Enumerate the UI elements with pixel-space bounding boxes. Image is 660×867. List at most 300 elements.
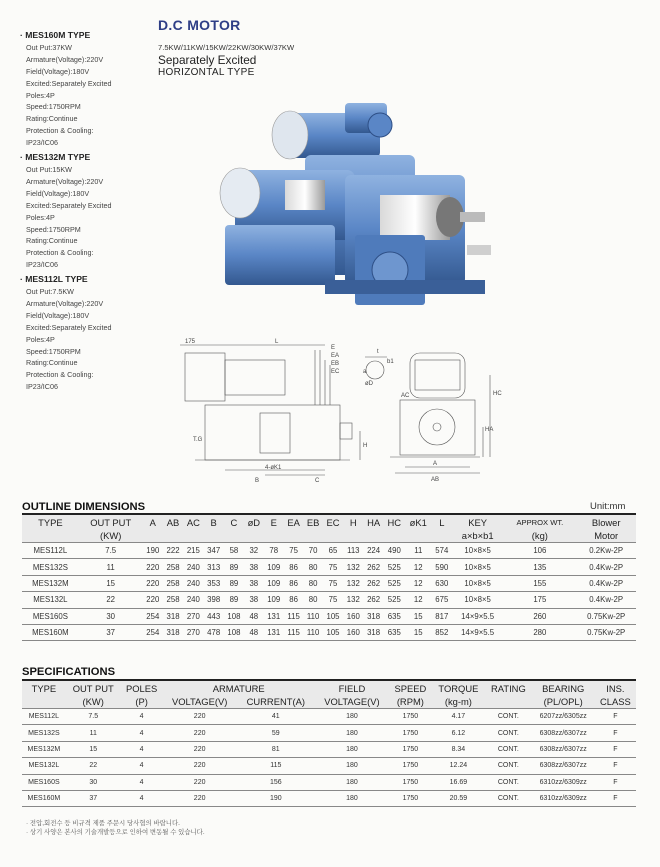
table-cell: 0.4Kw-2P xyxy=(576,575,636,591)
col-header: INS. xyxy=(595,681,636,695)
table-cell: 262 xyxy=(363,559,383,575)
drawing-label-175: 175 xyxy=(185,339,196,345)
table-cell: 220 xyxy=(163,774,237,790)
spec-line: Protection & Cooling: xyxy=(26,370,94,380)
table-cell: 262 xyxy=(363,575,383,591)
table-cell: 59 xyxy=(237,725,315,741)
drawing-label-t: t xyxy=(377,349,379,355)
table-cell: MES132M xyxy=(22,741,66,757)
drawing-label-a: a xyxy=(363,369,367,375)
table-cell: 48 xyxy=(244,608,263,624)
drawing-label-ea: EA xyxy=(331,353,340,359)
footnotes xyxy=(26,819,205,837)
table-cell: 11 xyxy=(405,543,432,559)
table-cell: 115 xyxy=(284,624,304,640)
col-header: TYPE xyxy=(22,515,79,529)
table-cell: 318 xyxy=(363,608,383,624)
table-cell: 80 xyxy=(303,592,323,608)
table-cell: 240 xyxy=(183,575,203,591)
table-cell: CONT. xyxy=(485,758,532,774)
spec-line: Speed:1750RPM xyxy=(26,346,81,356)
table-cell: 318 xyxy=(163,608,183,624)
table-row xyxy=(22,592,636,608)
outline-dimensions-table xyxy=(22,515,636,641)
table-cell: 15 xyxy=(66,741,121,757)
table-cell: 80 xyxy=(303,575,323,591)
table-cell: 262 xyxy=(363,592,383,608)
table-cell: 4 xyxy=(121,758,163,774)
col-subheader: VOLTAGE(V) xyxy=(315,695,389,709)
table-cell: 180 xyxy=(315,741,389,757)
table-cell: 4 xyxy=(121,741,163,757)
table-cell: 525 xyxy=(384,559,405,575)
col-header: TYPE xyxy=(22,681,66,695)
table-cell: 190 xyxy=(143,543,163,559)
table-cell: 1750 xyxy=(389,709,432,725)
table-cell: 1750 xyxy=(389,790,432,806)
col-header: øK1 xyxy=(405,515,432,529)
table-cell: 270 xyxy=(183,624,203,640)
table-cell: 220 xyxy=(163,741,237,757)
model-spec-mes132m xyxy=(26,152,156,271)
table-cell: 4 xyxy=(121,774,163,790)
spec-line: Excited:Separately Excited xyxy=(26,78,112,88)
table-cell: 12 xyxy=(405,559,432,575)
table-cell: 32 xyxy=(244,543,263,559)
table-cell: 675 xyxy=(432,592,452,608)
table-cell: 590 xyxy=(432,559,452,575)
model-title: · MES160M TYPE xyxy=(20,30,156,42)
table-cell: MES132S xyxy=(22,559,79,575)
motor-photo xyxy=(205,95,505,315)
drawing-label-a-end: A xyxy=(433,461,438,467)
table-header-row xyxy=(22,529,636,543)
table-cell: 109 xyxy=(264,592,284,608)
table-cell: 180 xyxy=(315,790,389,806)
table-cell: 215 xyxy=(183,543,203,559)
table-cell: 6308zz/6307zz xyxy=(532,725,595,741)
table-cell: 4 xyxy=(121,725,163,741)
table-cell: 75 xyxy=(323,592,343,608)
table-cell: 135 xyxy=(503,559,576,575)
table-cell: 160 xyxy=(343,608,363,624)
subtitle-excitation: Separately Excited xyxy=(158,53,257,67)
table-cell: 48 xyxy=(244,624,263,640)
table-row xyxy=(22,758,636,774)
table-cell: 10×8×5 xyxy=(452,559,503,575)
table-row xyxy=(22,559,636,575)
table-cell: 86 xyxy=(284,575,304,591)
table-cell: 105 xyxy=(323,624,343,640)
table-cell: 220 xyxy=(163,790,237,806)
table-cell: 220 xyxy=(163,709,237,725)
table-cell: 6.12 xyxy=(432,725,485,741)
table-cell: 132 xyxy=(343,592,363,608)
col-header: C xyxy=(224,515,244,529)
table-cell: 113 xyxy=(343,543,363,559)
col-subheader: (RPM) xyxy=(389,695,432,709)
table-cell: 38 xyxy=(244,559,263,575)
col-subheader: CLASS xyxy=(595,695,636,709)
col-header: TORQUE xyxy=(432,681,485,695)
table-cell: 6207zz/6305zz xyxy=(532,709,595,725)
table-cell: 10×8×5 xyxy=(452,543,503,559)
table-cell: 6308zz/6307zz xyxy=(532,758,595,774)
table-cell: 12.24 xyxy=(432,758,485,774)
table-cell: F xyxy=(595,774,636,790)
table-cell: 175 xyxy=(503,592,576,608)
drawing-label-ac: AC xyxy=(401,393,410,399)
table-cell: MES160S xyxy=(22,608,79,624)
footnote: · 상기 사양은 본사의 기술개발등으로 인하여 변동될 수 있습니다. xyxy=(26,829,205,836)
drawing-label-h: H xyxy=(363,443,368,449)
table-cell: MES160M xyxy=(22,624,79,640)
table-header-row xyxy=(22,515,636,529)
drawing-label-ab: AB xyxy=(431,477,440,483)
table-cell: 180 xyxy=(315,709,389,725)
spec-line: Rating:Continue xyxy=(26,358,78,368)
table-cell: 12 xyxy=(405,592,432,608)
col-header: H xyxy=(343,515,363,529)
spec-line: Rating:Continue xyxy=(26,236,78,246)
table-cell: 240 xyxy=(183,559,203,575)
model-title: · MES132M TYPE xyxy=(20,152,156,164)
table-cell: 22 xyxy=(79,592,143,608)
spec-line: Protection & Cooling: xyxy=(26,248,94,258)
table-cell: 398 xyxy=(204,592,224,608)
col-subheader: (PL/OPL) xyxy=(532,695,595,709)
col-subheader: a×b×b1 xyxy=(452,529,503,543)
table-cell: 14×9×5.5 xyxy=(452,608,503,624)
table-cell: 58 xyxy=(224,543,244,559)
col-header: HC xyxy=(384,515,405,529)
table-cell: 75 xyxy=(323,575,343,591)
table-header-row xyxy=(22,681,636,695)
col-subheader: CURRENT(A) xyxy=(237,695,315,709)
drawing-label-d: øD xyxy=(365,381,373,387)
table-cell: 132 xyxy=(343,575,363,591)
table-row xyxy=(22,624,636,640)
table-cell: 108 xyxy=(224,608,244,624)
table-cell: 313 xyxy=(204,559,224,575)
table-cell: 1750 xyxy=(389,741,432,757)
table-cell: 525 xyxy=(384,575,405,591)
table-cell: 115 xyxy=(237,758,315,774)
table-cell: 15 xyxy=(405,624,432,640)
model-spec-mes160m xyxy=(26,30,156,149)
table-cell: 0.75Kw-2P xyxy=(576,608,636,624)
table-cell: 0.2Kw-2P xyxy=(576,543,636,559)
spec-line: Out Put:7.5KW xyxy=(26,287,74,297)
table-cell: 220 xyxy=(163,758,237,774)
table-cell: F xyxy=(595,741,636,757)
table-cell: 270 xyxy=(183,608,203,624)
col-header: APPROX WT. xyxy=(503,515,576,529)
drawing-label-l: L xyxy=(275,339,279,345)
table-cell: 353 xyxy=(204,575,224,591)
table-cell: MES132M xyxy=(22,575,79,591)
table-row xyxy=(22,575,636,591)
table-cell: 11 xyxy=(66,725,121,741)
table-cell: MES160S xyxy=(22,774,66,790)
drawing-label-hc: HC xyxy=(493,391,502,397)
table-cell: 12 xyxy=(405,575,432,591)
table-cell: 109 xyxy=(264,559,284,575)
table-cell: MES112L xyxy=(22,709,66,725)
table-cell: 65 xyxy=(323,543,343,559)
table-cell: 105 xyxy=(323,608,343,624)
col-header: SPEED xyxy=(389,681,432,695)
col-header: B xyxy=(204,515,224,529)
col-header: øD xyxy=(244,515,263,529)
table-row xyxy=(22,608,636,624)
table-cell: 30 xyxy=(79,608,143,624)
spec-line: Field(Voltage):180V xyxy=(26,66,90,76)
spec-line: Armature(Voltage):220V xyxy=(26,176,104,186)
col-header: A xyxy=(143,515,163,529)
table-cell: 258 xyxy=(163,575,183,591)
table-cell: 38 xyxy=(244,575,263,591)
table-cell: 14×9×5.5 xyxy=(452,624,503,640)
subtitle-orientation: HORIZONTAL TYPE xyxy=(158,67,255,78)
table-cell: 180 xyxy=(315,725,389,741)
spec-line: Out Put:15KW xyxy=(26,164,72,174)
col-header: HA xyxy=(363,515,383,529)
table-cell: 220 xyxy=(143,559,163,575)
spec-line: IP23/IC06 xyxy=(26,138,58,148)
col-header: OUT PUT xyxy=(79,515,143,529)
col-header: RATING xyxy=(485,681,532,695)
col-subheader: (P) xyxy=(121,695,163,709)
table-cell: 258 xyxy=(163,559,183,575)
table-cell: 0.75Kw-2P xyxy=(576,624,636,640)
table-cell: 132 xyxy=(343,559,363,575)
table-cell: CONT. xyxy=(485,725,532,741)
table-cell: 635 xyxy=(384,608,405,624)
table-cell: 254 xyxy=(143,608,163,624)
table-cell: 110 xyxy=(303,624,323,640)
table-cell: 478 xyxy=(204,624,224,640)
spec-line: Protection & Cooling: xyxy=(26,126,94,136)
drawing-label-ha: HA xyxy=(485,427,494,433)
table-cell: 6310zz/6309zz xyxy=(532,790,595,806)
table-cell: F xyxy=(595,709,636,725)
spec-line: Out Put:37KW xyxy=(26,42,72,52)
col-header: L xyxy=(432,515,452,529)
table-cell: MES132S xyxy=(22,725,66,741)
table-cell: F xyxy=(595,790,636,806)
spec-line: Poles:4P xyxy=(26,90,55,100)
table-cell: F xyxy=(595,758,636,774)
table-cell: 16.69 xyxy=(432,774,485,790)
spec-line: Armature(Voltage):220V xyxy=(26,54,104,64)
col-header: EC xyxy=(323,515,343,529)
drawing-label-k1: 4-øK1 xyxy=(265,465,282,471)
table-cell: 115 xyxy=(284,608,304,624)
spec-line: Field(Voltage):180V xyxy=(26,310,90,320)
table-cell: 38 xyxy=(244,592,263,608)
drawing-label-ec: EC xyxy=(331,369,340,375)
table-cell: 109 xyxy=(264,575,284,591)
table-cell: 258 xyxy=(163,592,183,608)
drawing-label-tg: T.G xyxy=(193,437,203,443)
table-cell: 30 xyxy=(66,774,121,790)
table-row xyxy=(22,725,636,741)
table-cell: MES132L xyxy=(22,758,66,774)
col-header: EB xyxy=(303,515,323,529)
table-cell: 0.4Kw-2P xyxy=(576,592,636,608)
table-cell: 86 xyxy=(284,559,304,575)
table-cell: 1750 xyxy=(389,774,432,790)
table-cell: 4.17 xyxy=(432,709,485,725)
power-range: 7.5KW/11KW/15KW/22KW/30KW/37KW xyxy=(158,43,295,52)
spec-line: Excited:Separately Excited xyxy=(26,322,112,332)
table-cell: 630 xyxy=(432,575,452,591)
table-cell: 220 xyxy=(143,575,163,591)
spec-line: Rating:Continue xyxy=(26,114,78,124)
table-cell: 6308zz/6307zz xyxy=(532,741,595,757)
table-cell: 4 xyxy=(121,790,163,806)
drawing-label-eb: EB xyxy=(331,361,340,367)
table-cell: 318 xyxy=(363,624,383,640)
col-header: E xyxy=(264,515,284,529)
table-cell: 318 xyxy=(163,624,183,640)
table-cell: 156 xyxy=(237,774,315,790)
table-header-row xyxy=(22,695,636,709)
table-cell: 20.59 xyxy=(432,790,485,806)
table-cell: 222 xyxy=(163,543,183,559)
footnote: · 전압,회전수 등 비규격 제품 주문시 당사협의 바랍니다. xyxy=(26,820,180,827)
table-cell: 160 xyxy=(343,624,363,640)
table-cell: 15 xyxy=(79,575,143,591)
table-cell: 41 xyxy=(237,709,315,725)
page-title: D.C MOTOR xyxy=(158,17,241,33)
table-cell: 180 xyxy=(315,758,389,774)
table-cell: 220 xyxy=(163,725,237,741)
table-row xyxy=(22,543,636,559)
col-header: POLES xyxy=(121,681,163,695)
table-cell: 852 xyxy=(432,624,452,640)
col-header: KEY xyxy=(452,515,503,529)
col-header: EA xyxy=(284,515,304,529)
specifications-title: SPECIFICATIONS xyxy=(22,666,116,678)
table-cell: 7.5 xyxy=(79,543,143,559)
col-header: Blower xyxy=(576,515,636,529)
col-subheader: VOLTAGE(V) xyxy=(163,695,237,709)
table-cell: CONT. xyxy=(485,709,532,725)
table-cell: 81 xyxy=(237,741,315,757)
table-cell: CONT. xyxy=(485,741,532,757)
spec-line: IP23/IC06 xyxy=(26,260,58,270)
table-cell: 86 xyxy=(284,592,304,608)
table-cell: 78 xyxy=(264,543,284,559)
table-cell: 190 xyxy=(237,790,315,806)
table-cell: 106 xyxy=(503,543,576,559)
col-subheader: (kg-m) xyxy=(432,695,485,709)
table-cell: 37 xyxy=(79,624,143,640)
table-cell: 37 xyxy=(66,790,121,806)
table-cell: 89 xyxy=(224,559,244,575)
specifications-table xyxy=(22,681,636,807)
spec-line: Field(Voltage):180V xyxy=(26,188,90,198)
drawing-label-b: B xyxy=(255,478,260,484)
table-cell: 22 xyxy=(66,758,121,774)
model-title: · MES112L TYPE xyxy=(20,274,156,286)
table-cell: 155 xyxy=(503,575,576,591)
model-spec-list xyxy=(26,30,156,396)
table-cell: 110 xyxy=(303,608,323,624)
col-header: BEARING xyxy=(532,681,595,695)
table-cell: 8.34 xyxy=(432,741,485,757)
table-cell: 254 xyxy=(143,624,163,640)
table-cell: 490 xyxy=(384,543,405,559)
spec-line: Speed:1750RPM xyxy=(26,102,81,112)
table-row xyxy=(22,790,636,806)
col-header: AC xyxy=(183,515,203,529)
table-cell: 443 xyxy=(204,608,224,624)
table-cell: 347 xyxy=(204,543,224,559)
table-cell: 70 xyxy=(303,543,323,559)
table-cell: 7.5 xyxy=(66,709,121,725)
table-cell: 89 xyxy=(224,592,244,608)
table-cell: 4 xyxy=(121,709,163,725)
col-subheader: Motor xyxy=(576,529,636,543)
spec-line: Excited:Separately Excited xyxy=(26,200,112,210)
table-cell: 1750 xyxy=(389,725,432,741)
table-cell: 180 xyxy=(315,774,389,790)
table-cell: 525 xyxy=(384,592,405,608)
outline-drawing xyxy=(165,335,515,485)
table-row xyxy=(22,709,636,725)
table-cell: 220 xyxy=(143,592,163,608)
table-cell: CONT. xyxy=(485,790,532,806)
table-cell: 10×8×5 xyxy=(452,575,503,591)
outline-dimensions-title: OUTLINE DIMENSIONS xyxy=(22,501,146,513)
table-cell: 635 xyxy=(384,624,405,640)
col-header: OUT PUT xyxy=(66,681,121,695)
spec-line: Speed:1750RPM xyxy=(26,224,81,234)
col-subheader: (kg) xyxy=(503,529,576,543)
drawing-label-e: E xyxy=(331,345,336,351)
table-row xyxy=(22,774,636,790)
table-cell: 224 xyxy=(363,543,383,559)
col-subheader: (KW) xyxy=(79,529,143,543)
spec-line: Poles:4P xyxy=(26,334,55,344)
table-row xyxy=(22,741,636,757)
table-cell: 75 xyxy=(284,543,304,559)
table-cell: 80 xyxy=(303,559,323,575)
table-cell: 1750 xyxy=(389,758,432,774)
table-cell: 280 xyxy=(503,624,576,640)
unit-label: Unit:mm xyxy=(590,501,626,512)
table-cell: 75 xyxy=(323,559,343,575)
table-cell: CONT. xyxy=(485,774,532,790)
table-cell: F xyxy=(595,725,636,741)
table-cell: 11 xyxy=(79,559,143,575)
table-cell: MES112L xyxy=(22,543,79,559)
table-cell: 817 xyxy=(432,608,452,624)
table-cell: 131 xyxy=(264,624,284,640)
spec-line: Poles:4P xyxy=(26,212,55,222)
model-spec-mes112l xyxy=(26,274,156,393)
table-cell: 131 xyxy=(264,608,284,624)
table-cell: MES132L xyxy=(22,592,79,608)
table-cell: 240 xyxy=(183,592,203,608)
table-cell: 574 xyxy=(432,543,452,559)
table-cell: 108 xyxy=(224,624,244,640)
col-header: ARMATURE xyxy=(163,681,315,695)
col-subheader: (KW) xyxy=(66,695,121,709)
